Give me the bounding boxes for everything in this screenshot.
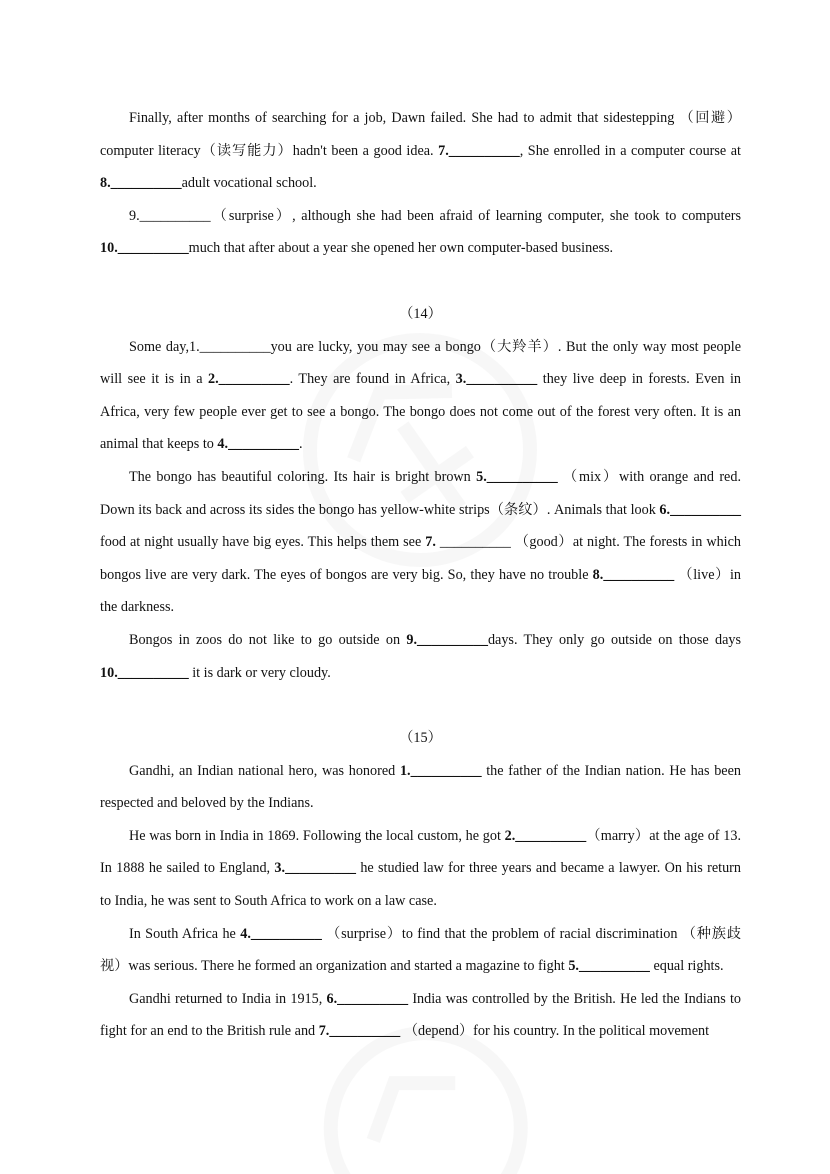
text-span: （surprise）to find that the problem of racial discrimination （种族歧视）was serious. There he formed an organization and started a magazine to fight (100, 925, 741, 975)
blank-8: 8.__________ (100, 175, 182, 192)
paragraph-gandhi-india (100, 983, 741, 1048)
blank-4: 4.__________ (217, 436, 299, 453)
text-span: __________ （good）at night. The forests in which bongos live are very dark. The eyes of bongos are very big. So, they have no trouble (100, 534, 741, 583)
blank-2: 2.__________ (208, 371, 290, 388)
paragraph-gandhi-south-africa (100, 918, 741, 983)
blank-10: 10.__________ (100, 664, 189, 681)
blank-1: 1.__________ (399, 762, 482, 779)
text-span: . They are found in Africa, (289, 371, 456, 388)
blank-8: 8.__________ (592, 566, 675, 583)
blank-7: 7.__________ (438, 142, 520, 159)
text-span: they live deep in forests. Even in Africa, very few people ever get to see a bongo. The bongo does not come out of the forest very often. It is an animal that keeps to (100, 371, 742, 453)
text-span: he studied law for three years and became a lawyer. On his return to India, he was sent to South Africa to work on a law case. (100, 860, 741, 910)
text-span: India was controlled by the British. He led the Indians to fight for an end to the British rule and (100, 990, 741, 1040)
text-span: it is dark or very cloudy. (188, 664, 331, 681)
blank-7: 7. (425, 534, 436, 551)
blank-4: 4.__________ (240, 925, 322, 942)
text-span: much that after about a year she opened her own computer-based business. (188, 240, 614, 257)
paragraph-dawn-enroll (100, 102, 741, 200)
text-span: Some day,1.__________you are lucky, you may see a bongo（大羚羊）. But the only way most people will see it is in a (100, 338, 741, 388)
paragraph-gandhi-early-life (100, 820, 741, 918)
paragraph-bongo-intro (100, 331, 741, 461)
blank-5: 5.__________ (476, 468, 558, 485)
text-span: Bongos in zoos do not like to go outside on (129, 631, 407, 648)
blank-7: 7.__________ (318, 1023, 401, 1040)
text-span: （marry）at the age of 13. In 1888 he sailed to England, (100, 827, 741, 877)
text-span: Finally, after months of searching for a job, Dawn failed. She had to admit that sidestepping （回避） computer literacy（读写能力）hadn't been a good idea. (100, 110, 741, 159)
section-heading-14: （14） (399, 305, 442, 322)
blank-6: 6.__________ (659, 501, 741, 518)
text-span: （live）in the darkness. (100, 566, 741, 616)
section-heading-15: （15） (399, 730, 442, 747)
document-page (100, 102, 741, 1048)
blank-10: 10.__________ (100, 240, 189, 257)
blank-9: 9.__________ (406, 631, 488, 648)
text-span: the father of the Indian nation. He has been respected and beloved by the Indians. (100, 762, 741, 812)
text-span: Gandhi returned to India in 1915, (129, 990, 327, 1007)
blank-5: 5.__________ (568, 958, 650, 975)
paragraph-bongo-zoos (100, 624, 741, 689)
paragraph-dawn-business (100, 200, 741, 265)
text-span: equal rights. (649, 958, 724, 975)
blank-3: 3.__________ (455, 371, 538, 388)
text-span: He was born in India in 1869. Following the local custom, he got (129, 827, 505, 844)
text-span: In South Africa he (129, 925, 241, 942)
text-span: （mix）with orange and red. Down its back and across its sides the bongo has yellow-white strips（条纹）. Animals that look (100, 468, 741, 518)
text-span: （depend）for his country. In the political movement (400, 1023, 710, 1040)
blank-2: 2.__________ (504, 827, 587, 844)
blank-6: 6.__________ (326, 990, 409, 1007)
text-span: adult vocational school. (181, 175, 317, 192)
text-span: . (299, 436, 303, 453)
text-span: food at night usually have big eyes. This helps them see (100, 534, 426, 551)
paragraph-bongo-coloring (100, 461, 741, 624)
text-span: , She enrolled in a computer course at (519, 142, 741, 159)
text-span: days. They only go outside on those days (487, 631, 741, 648)
text-span: Gandhi, an Indian national hero, was honored (129, 762, 400, 779)
text-span: 9.__________（surprise）, although she had been afraid of learning computer, she took to computers (129, 207, 741, 224)
paragraph-gandhi-hero (100, 755, 741, 820)
text-span: The bongo has beautiful coloring. Its hair is bright brown (129, 468, 477, 485)
blank-3: 3.__________ (274, 860, 356, 877)
